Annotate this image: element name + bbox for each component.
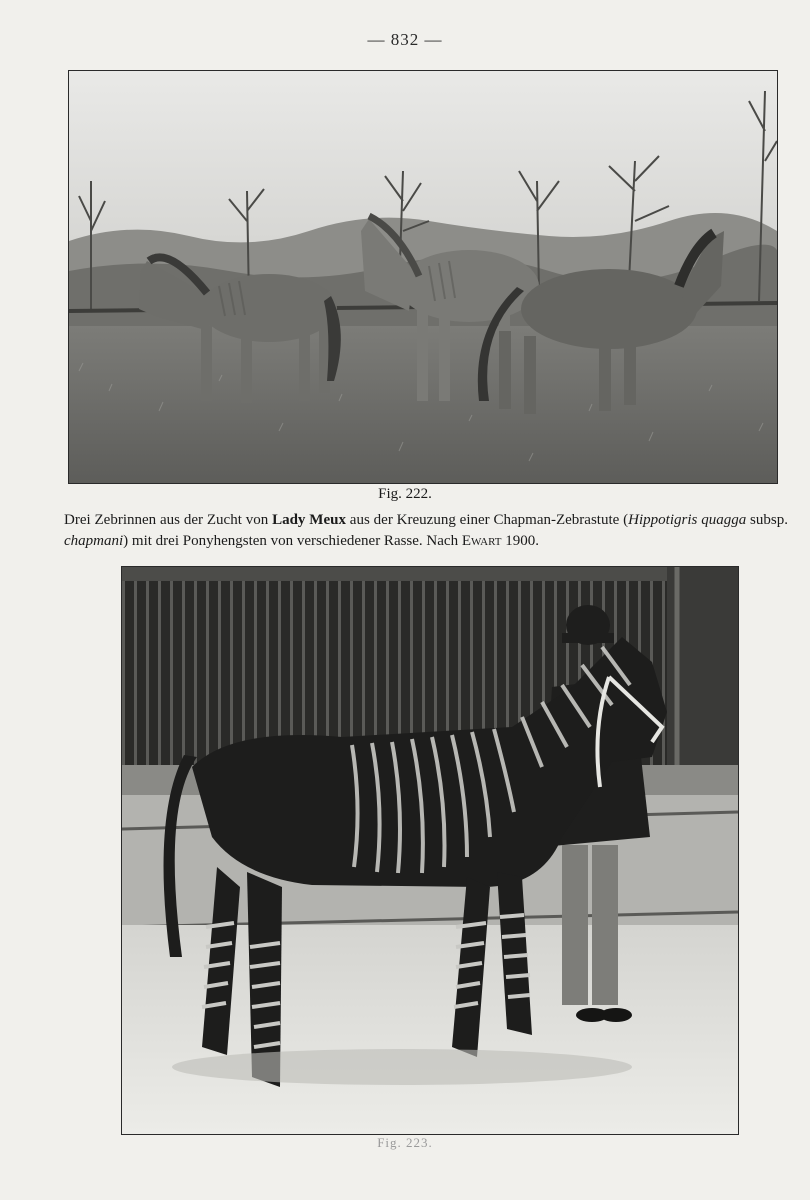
page-number: — 832 — [367, 30, 443, 49]
caption-text: Drei Zebrinnen aus der Zucht von [64, 512, 273, 528]
caption-text: aus der Kreuzung einer Chapman-Zebrastute ( [345, 512, 629, 528]
caption-name-lady-meux: Lady Meux [272, 512, 346, 528]
caption-year: 1900. [501, 533, 540, 549]
figure-222-label: Fig. 222. [378, 486, 432, 502]
photo-three-zebrinnen [68, 70, 778, 484]
caption-text: ) mit drei Ponyhengsten von verschiedener Rasse. Nach [123, 533, 462, 549]
photo-zebra-with-keeper [121, 566, 739, 1135]
caption-text: subsp. [746, 512, 788, 528]
caption-author: Ewart [461, 533, 502, 549]
figure-223-label: Fig. 223. [377, 1135, 433, 1150]
caption-species: Hippotigris quagga [628, 512, 747, 528]
caption-subspecies: chapmani [64, 533, 124, 549]
figure-222-caption [64, 510, 788, 552]
